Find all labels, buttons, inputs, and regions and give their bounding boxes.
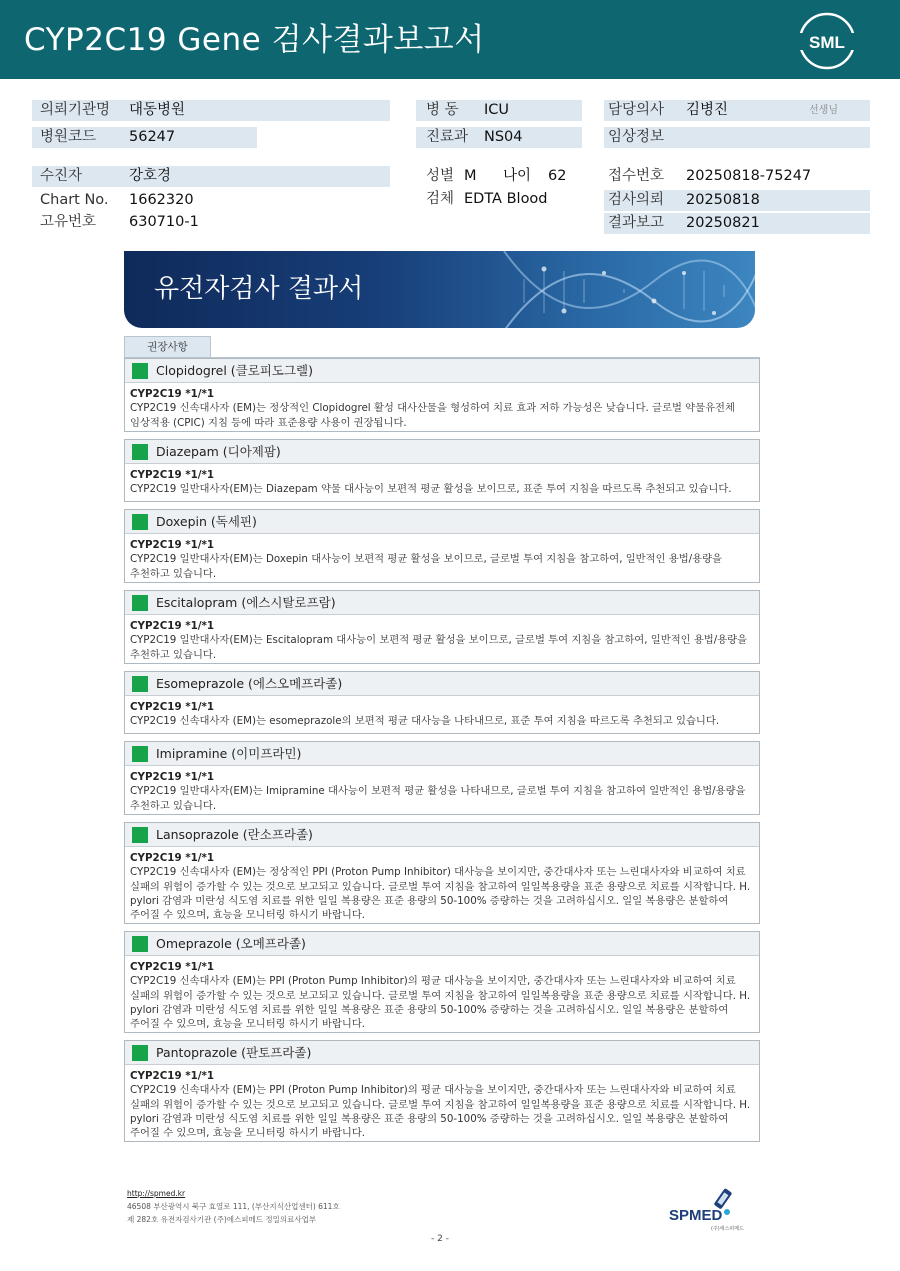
receipt-label: 접수번호 <box>608 168 665 184</box>
institution-row <box>32 100 390 121</box>
department-label: 진료과 <box>426 129 469 145</box>
drug-card-esomeprazole <box>124 671 760 734</box>
clinical-row <box>604 127 870 148</box>
drug-description: CYP2C19 신속대사자 (EM)는 정상적인 PPI (Proton Pump Inhibitor) 대사능을 보이지만, 중간대사자 또는 느린대사자와 비교하여 치료 실패의 위험이 증가할 수 있는 것으로 보고되고 있습니다. 글로벌 투여 지침을 참고하여 일일복용량을 표준 용량으로 치료를 시작합니다. H. pylori 감염과 미란성 식도염 치료를 위한 일일 복용량은 표준 용량의 50-100% 증량하는 것을 고려하십시오. 일일 복용량은 분할하여 주어질 수 있으며, 효능을 모니터링 하시기 바랍니다. <box>130 866 751 922</box>
report-row <box>604 213 870 234</box>
svg-text:(주)에스피메드: (주)에스피메드 <box>711 1226 744 1232</box>
sex-age-row <box>416 166 586 187</box>
unique-row <box>32 212 390 233</box>
footer-url-link[interactable]: http://spmed.kr <box>127 1189 186 1198</box>
green-square-icon <box>132 936 148 952</box>
report-header <box>0 0 900 79</box>
svg-text:SPMED: SPMED <box>669 1207 723 1224</box>
ward-row <box>416 100 582 121</box>
green-square-icon <box>132 595 148 611</box>
report-label: 결과보고 <box>608 215 665 231</box>
patient-value: 강호경 <box>129 168 172 184</box>
drug-name: Clopidogrel (클로피도그렐) <box>156 363 313 378</box>
unique-value: 630710-1 <box>129 214 199 230</box>
doctor-suffix: 선생님 <box>809 105 838 116</box>
clinical-label: 임상정보 <box>608 129 665 145</box>
drug-name: Omeprazole (오메프라졸) <box>156 936 306 951</box>
result-banner <box>124 251 755 328</box>
patient-row <box>32 166 390 187</box>
green-square-icon <box>132 444 148 460</box>
age-label: 나이 <box>503 168 532 184</box>
chart-row <box>32 190 390 211</box>
patient-label: 수진자 <box>40 168 83 184</box>
green-square-icon <box>132 827 148 843</box>
drug-card-pantoprazole <box>124 1040 760 1142</box>
sml-logo-icon <box>797 11 857 71</box>
drug-card-lansoprazole <box>124 822 760 924</box>
request-label: 검사의뢰 <box>608 192 665 208</box>
drug-card-clopidogrel <box>124 358 760 432</box>
doctor-value: 김병진 <box>686 102 729 118</box>
drug-genotype: CYP2C19 *1/*1 <box>130 701 215 713</box>
drug-header <box>125 510 759 534</box>
specimen-row <box>416 189 586 210</box>
footer-license: 제 282호 유전자검사기관 (주)에스피메드 정밀의료사업부 <box>127 1215 317 1224</box>
drug-description: CYP2C19 신속대사자 (EM)는 PPI (Proton Pump Inhibitor)의 평균 대사능을 보이지만, 중간대사자 또는 느린대사자와 비교하여 치료 실패의 위험이 증가할 수 있는 것으로 보고되고 있습니다. 글로벌 투여 지침을 참고하여 일일복용량을 표준 용량으로 치료를 시작합니다. H. pylori 감염과 미란성 식도염 치료를 위한 일일 복용량은 표준 용량의 50-100% 증량하는 것을 고려하십시오. 일일 복용량은 분할하여 주어질 수 있으며, 효능을 모니터링 하시기 바랍니다. <box>130 1084 751 1140</box>
drug-header <box>125 672 759 696</box>
specimen-value: EDTA Blood <box>464 191 548 207</box>
drug-genotype: CYP2C19 *1/*1 <box>130 1070 215 1082</box>
drug-name: Pantoprazole (판토프라졸) <box>156 1045 312 1060</box>
drug-header <box>125 359 759 383</box>
spmed-logo-icon <box>667 1186 777 1234</box>
drug-description: CYP2C19 일반대사자(EM)는 Imipramine 대사능이 보편적 평균 활성을 나타내므로, 글로벌 투여 지침을 참고하여 일반적인 용법/용량을 추천하고 있습니다. <box>130 785 746 812</box>
drug-genotype: CYP2C19 *1/*1 <box>130 539 215 551</box>
drug-card-omeprazole <box>124 931 760 1033</box>
recommendation-tab: 권장사항 <box>124 336 211 358</box>
drug-card-imipramine <box>124 741 760 815</box>
drug-header <box>125 591 759 615</box>
drug-name: Imipramine (이미프라민) <box>156 746 302 761</box>
ward-label: 병 동 <box>426 102 459 118</box>
drug-name: Doxepin (독세핀) <box>156 514 257 529</box>
drug-header <box>125 823 759 847</box>
green-square-icon <box>132 746 148 762</box>
sex-value: M <box>464 168 477 184</box>
green-square-icon <box>132 676 148 692</box>
drug-genotype: CYP2C19 *1/*1 <box>130 469 215 481</box>
banner-title: 유전자검사 결과서 <box>154 274 364 304</box>
drug-description: CYP2C19 일반대사자(EM)는 Escitalopram 대사능이 보편적 평균 활성을 보이므로, 글로벌 투여 지침을 참고하여, 일반적인 용법/용량을 추천하고 있습니다. <box>130 634 748 661</box>
doctor-label: 담당의사 <box>608 102 665 118</box>
department-value: NS04 <box>484 129 523 145</box>
institution-label: 의뢰기관명 <box>40 102 111 118</box>
drug-genotype: CYP2C19 *1/*1 <box>130 620 215 632</box>
drug-header <box>125 1041 759 1065</box>
hospital-code-label: 병원코드 <box>40 129 97 145</box>
drug-header <box>125 932 759 956</box>
request-value: 20250818 <box>686 192 760 208</box>
drug-name: Lansoprazole (란소프라졸) <box>156 827 313 842</box>
report-value: 20250821 <box>686 215 760 231</box>
drug-name: Escitalopram (에스시탈로프람) <box>156 595 336 610</box>
chart-label: Chart No. <box>40 192 109 208</box>
sex-label: 성별 <box>426 168 455 184</box>
footer <box>127 1187 340 1226</box>
drug-description: CYP2C19 신속대사자 (EM)는 PPI (Proton Pump Inhibitor)의 평균 대사능을 보이지만, 중간대사자 또는 느린대사자와 비교하여 치료 실패의 위험이 증가할 수 있는 것으로 보고되고 있습니다. 글로벌 투여 지침을 참고하여 일일복용량을 표준 용량으로 치료를 시작합니다. H. pylori 감염과 미란성 식도염 치료를 위한 일일 복용량은 표준 용량의 50-100% 증량하는 것을 고려하십시오. 일일 복용량은 분할하여 주어질 수 있으며, 효능을 모니터링 하시기 바랍니다. <box>130 975 751 1031</box>
hospital-code-row <box>32 127 257 148</box>
drug-card-escitalopram <box>124 590 760 664</box>
drug-header <box>125 742 759 766</box>
svg-text:SML: SML <box>809 33 845 52</box>
ward-value: ICU <box>484 102 510 118</box>
drug-card-diazepam <box>124 439 760 502</box>
green-square-icon <box>132 363 148 379</box>
drug-name: Esomeprazole (에스오메프라졸) <box>156 676 343 691</box>
drug-description: CYP2C19 신속대사자 (EM)는 esomeprazole의 보편적 평균 대사능을 나타내므로, 표준 투여 지침을 따르도록 추천되고 있습니다. <box>130 715 720 728</box>
age-value: 62 <box>548 168 567 184</box>
hospital-code-value: 56247 <box>129 129 176 145</box>
drug-genotype: CYP2C19 *1/*1 <box>130 388 215 400</box>
doctor-row <box>604 100 870 121</box>
drug-description: CYP2C19 일반대사자(EM)는 Doxepin 대사능이 보편적 평균 활성을 보이므로, 글로벌 투여 지침을 참고하여, 일반적인 용법/용량을 추천하고 있습니다. <box>130 553 722 580</box>
drug-name: Diazepam (디아제팜) <box>156 444 281 459</box>
report-title: CYP2C19 Gene 검사결과보고서 <box>24 22 485 58</box>
request-row <box>604 190 870 211</box>
unique-label: 고유번호 <box>40 214 97 230</box>
drug-header <box>125 440 759 464</box>
drug-genotype: CYP2C19 *1/*1 <box>130 771 215 783</box>
drug-genotype: CYP2C19 *1/*1 <box>130 961 215 973</box>
page-number: - 2 - <box>431 1234 449 1244</box>
green-square-icon <box>132 1045 148 1061</box>
drug-card-doxepin <box>124 509 760 583</box>
specimen-label: 검체 <box>426 191 455 207</box>
footer-address: 46508 부산광역시 북구 효열로 111, (부산지식산업센터) 611호 <box>127 1202 340 1211</box>
drug-genotype: CYP2C19 *1/*1 <box>130 852 215 864</box>
department-row <box>416 127 582 148</box>
institution-value: 대동병원 <box>129 102 186 118</box>
chart-value: 1662320 <box>129 192 194 208</box>
receipt-row <box>604 166 870 187</box>
drug-description: CYP2C19 신속대사자 (EM)는 정상적인 Clopidogrel 활성 대사산물을 형성하여 치료 효과 저하 가능성은 낮습니다. 글로벌 약물유전체 임상적용 (CPIC) 지침 등에 따라 표준용량 사용이 권장됩니다. <box>130 402 735 429</box>
drug-description: CYP2C19 일반대사자(EM)는 Diazepam 약물 대사능이 보편적 평균 활성을 보이므로, 표준 투여 지침을 따르도록 추천되고 있습니다. <box>130 483 732 496</box>
green-square-icon <box>132 514 148 530</box>
receipt-value: 20250818-75247 <box>686 168 812 184</box>
